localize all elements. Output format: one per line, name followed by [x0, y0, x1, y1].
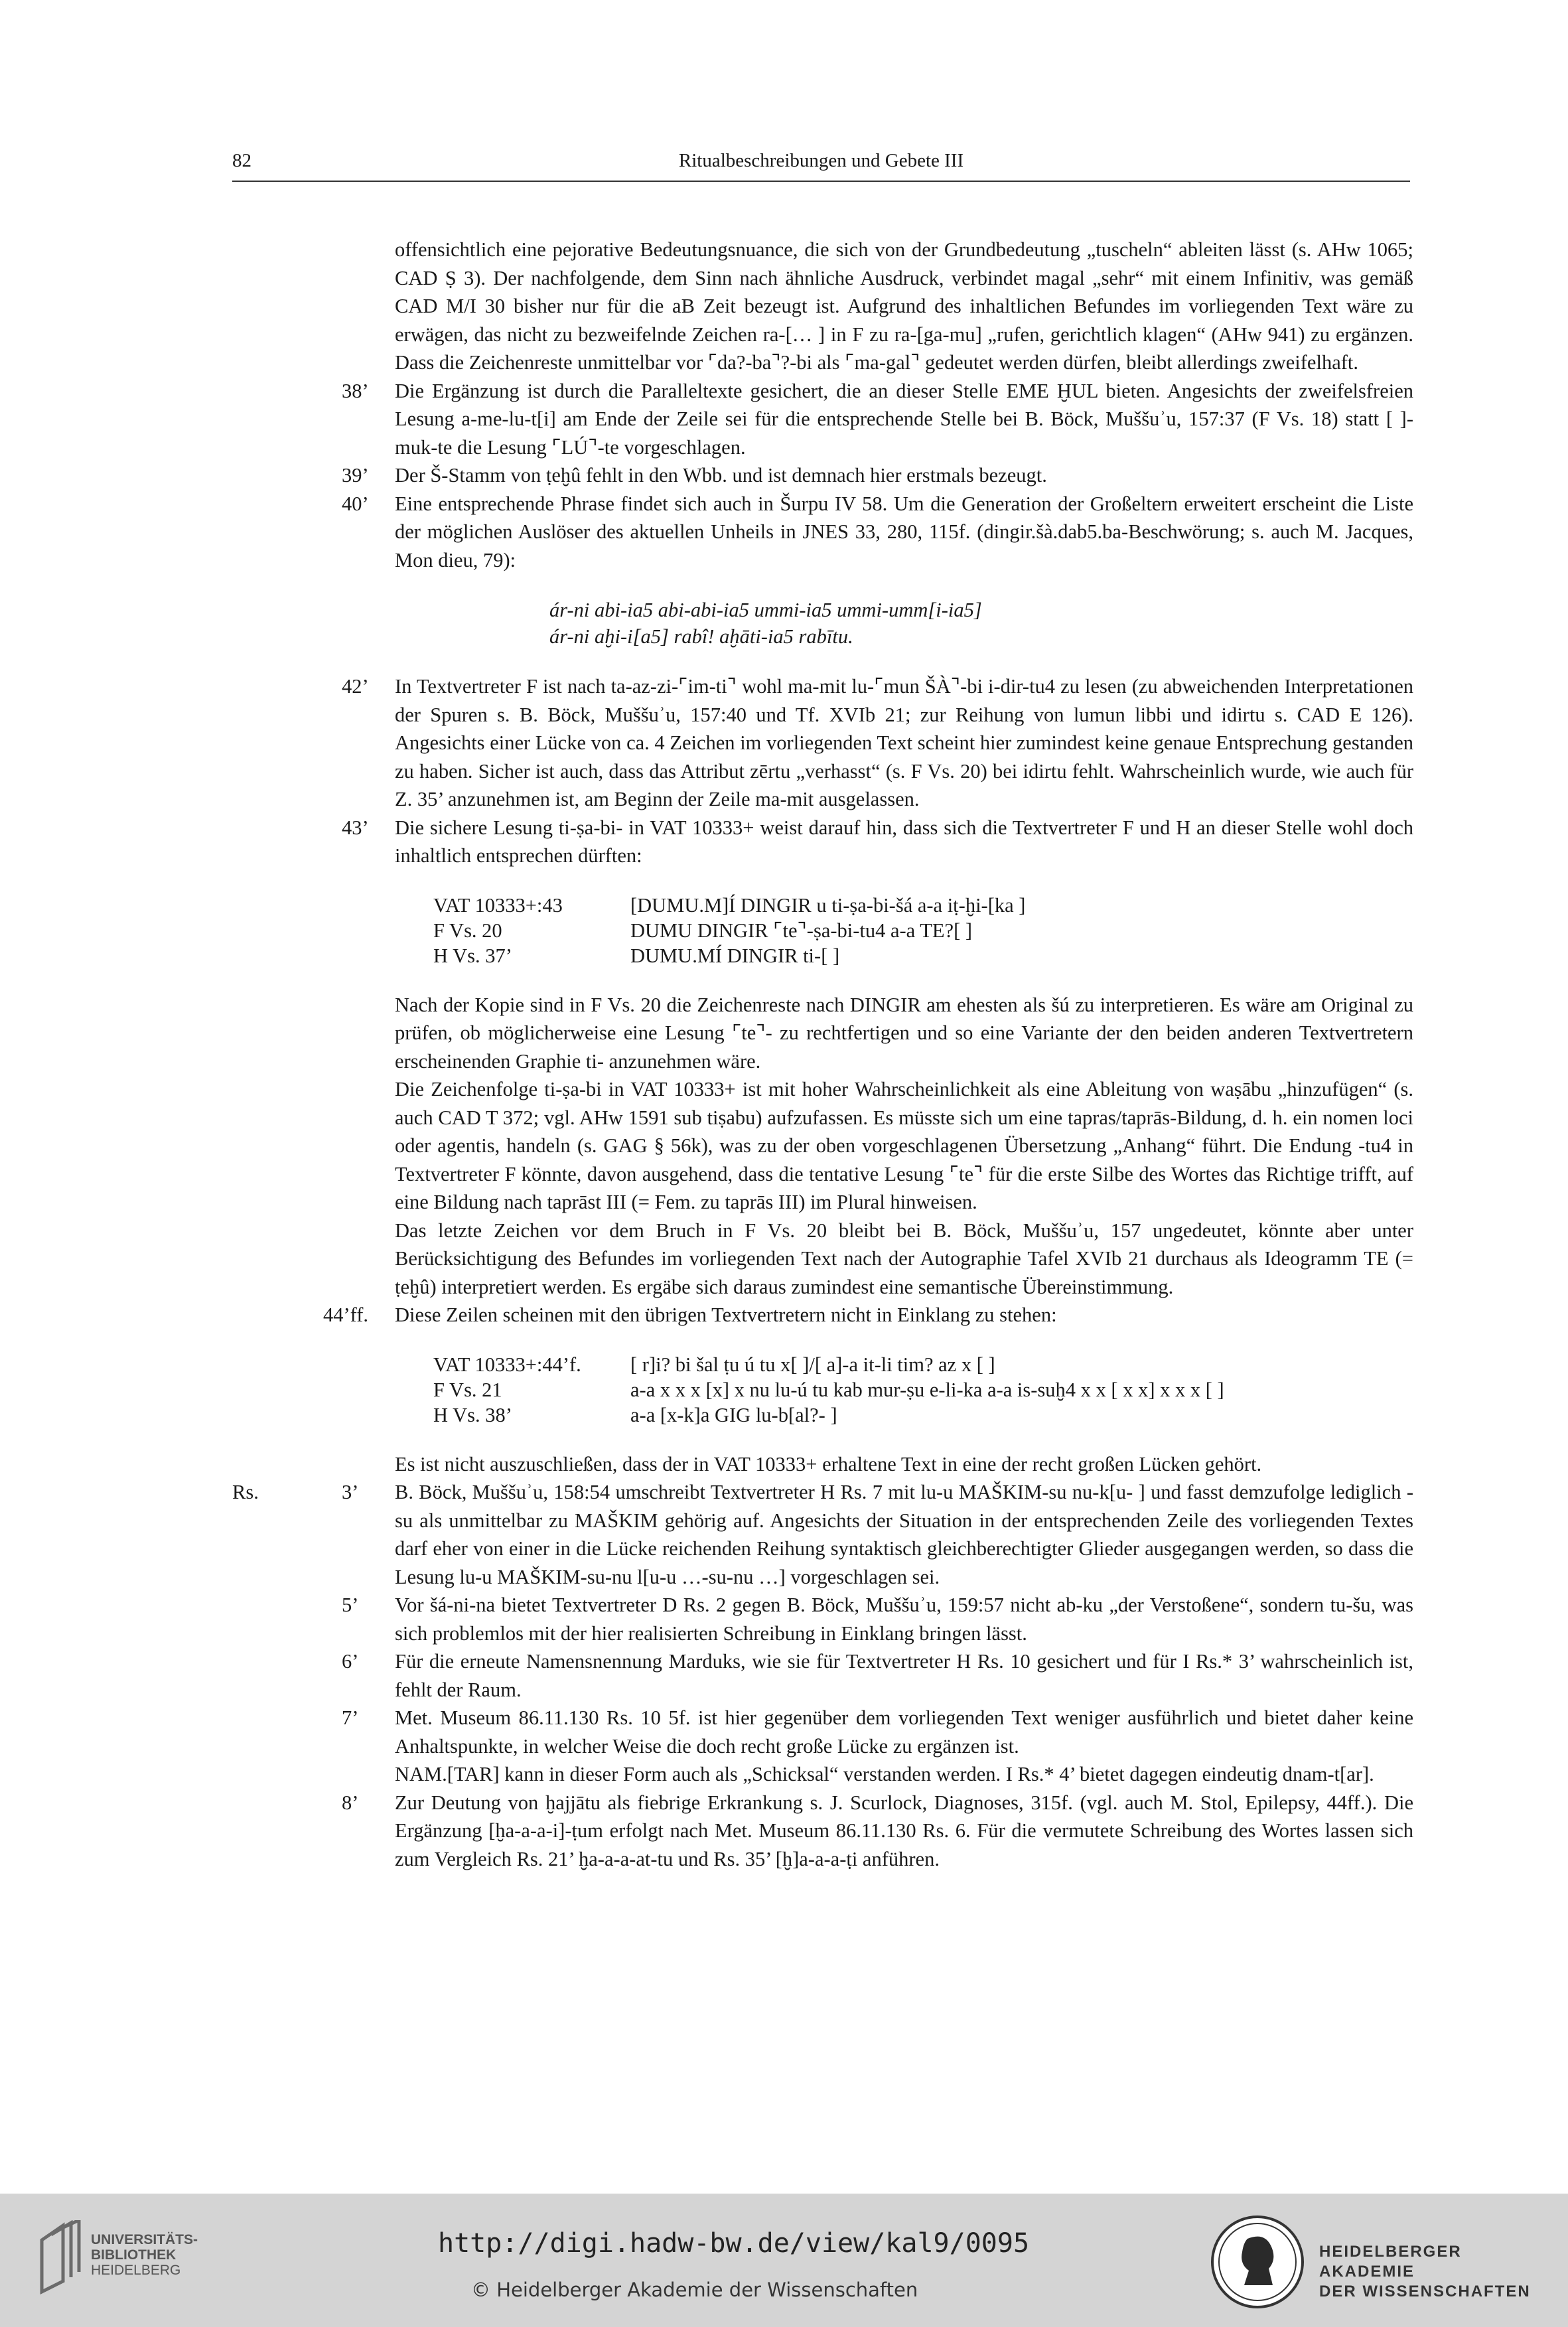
- note-text: Die Ergänzung ist durch die Paralleltexte gesichert, die an dieser Stelle EME ḪUL bieten. Angesichts der zweifelsfreien Lesung a-me-lu-t[i] am Ende der Zeile sei für die entsprechende Stelle bei B. Böck, Muššuʾu, 157:37 (F Vs. 18) statt [ ]-muk-te die Lesung ⌜LÚ⌝-te vorgeschlagen.: [395, 379, 1413, 459]
- parallel-table-43: [433, 893, 1025, 968]
- table-row: [433, 1402, 1224, 1428]
- library-logo: [36, 2220, 216, 2300]
- note-text: Eine entsprechende Phrase findet sich auch in Šurpu IV 58. Um die Generation der Großeltern erweitert erscheint die Liste der möglichen Auslöser des aktuellen Unheils in JNES 33, 280, 115f. (dingir.šà.dab5.ba-Beschwörung; s. auch M. Jacques, Mon dieu, 79):: [395, 492, 1413, 571]
- table-row: [433, 1352, 1224, 1377]
- line-number: 44’ff.: [323, 1304, 369, 1326]
- manuscript-text: a-a [x-k]a GIG lu-b[al?- ]: [630, 1403, 837, 1426]
- table-row: [433, 918, 1025, 943]
- line-number: 8’: [342, 1791, 359, 1814]
- parallel-table-44: [433, 1352, 1224, 1428]
- note-text: Die sichere Lesung ti-ṣa-bi- in VAT 10333+ weist darauf hin, dass sich die Textvertreter F und H an dieser Stelle wohl doch inhaltlich entsprechen dürften:: [395, 816, 1413, 867]
- note-rs-3: [232, 1478, 1413, 1591]
- permalink-url[interactable]: http://digi.hadw-bw.de/view/kal9/0095: [438, 2228, 1030, 2259]
- note-rs-6: [342, 1647, 1413, 1704]
- note-text: Diese Zeilen scheinen mit den übrigen Textvertretern nicht in Einklang zu stehen:: [395, 1304, 1057, 1326]
- note-text: B. Böck, Muššuʾu, 158:54 umschreibt Textvertreter H Rs. 7 mit lu-u MAŠKIM-su nu-k[u- ] und fasst demzufolge lediglich -su als unmittelbar zu MAŠKIM gehörig auf. Angesichts der Situation in der entsprechenden Zeile des vorliegenden Textes darf eher von einer in die Lücke reichenden Reihung syntaktisch gleichberechtigter Glieder ausgegangen werden, so dass die Lesung lu-u MAŠKIM-su-nu l[u-u …-su-nu …] vorgeschlagen sei.: [395, 1481, 1413, 1588]
- line-number: 5’: [342, 1594, 359, 1616]
- running-title: Ritualbeschreibungen und Gebete III: [678, 150, 964, 171]
- manuscript-siglum: F Vs. 21: [433, 1378, 502, 1401]
- paragraph-44b: Es ist nicht auszuschließen, dass der in VAT 10333+ erhaltene Text in eine der recht großen Lücken gehört.: [395, 1452, 1262, 1475]
- library-name-line: UNIVERSITÄTS-: [91, 2232, 198, 2247]
- commentary-body: [232, 236, 1413, 1873]
- line-number: 40’: [342, 492, 369, 515]
- note-rs-5: [342, 1591, 1413, 1647]
- academy-name-line: DER WISSENSCHAFTEN: [1319, 2283, 1531, 2300]
- paragraph-intro: offensichtlich eine pejorative Bedeutungsnuance, die sich von der Grundbedeutung „tuscheln“ ableiten lässt (s. AHw 1065; CAD Ṣ 3). Der nachfolgende, dem Sinn nach ähnliche Ausdruck, verbindet magal „sehr“ mit einem Infinitiv, was gemäß CAD M/I 30 bisher nur für die aB Zeit bezeugt ist. Aufgrund des inhaltlichen Befundes im vorliegenden Text wäre zu erwägen, das nicht zu bezweifelnde Zeichen ra-[… ] in F zu ra-[ga-mu] „rufen, gerichtlich klagen“ (AHw 941) zu ergänzen. Dass die Zeichenreste unmittelbar vor ⌜da?-ba⌝?-bi als ⌜ma-gal⌝ gedeutet werden dürfen, bleibt allerdings zweifelhaft.: [395, 238, 1413, 374]
- manuscript-text: DUMU DINGIR ⌜te⌝-ṣa-bi-tu4 a-a TE?[ ]: [630, 919, 973, 942]
- academy-emblem-icon: [1208, 2212, 1307, 2312]
- note-rs-8: [342, 1789, 1413, 1874]
- manuscript-siglum: VAT 10333+:43: [433, 893, 563, 917]
- line-number: 43’: [342, 816, 369, 839]
- note-43: [342, 814, 1413, 870]
- table-row: [433, 1377, 1224, 1402]
- paragraph-43d: Das letzte Zeichen vor dem Bruch in F Vs. 20 bleibt bei B. Böck, Muššuʾu, 157 ungedeutet, könnte aber unter Berücksichtigung des Befundes im vorliegenden Text nach der Autographie Tafel XVIb 21 durchaus als Ideogramm TE (= ṭeḫû) interpretiert werden. Es ergäbe sich daraus zumindest eine semantische Übereinstimmung.: [395, 1219, 1413, 1298]
- library-logo-icon: [36, 2220, 83, 2294]
- note-text: Vor šá-ni-na bietet Textvertreter D Rs. 2 gegen B. Böck, Muššuʾu, 159:57 nicht ab-ku „der Verstoßene“, sondern tu-šu, was sich problemlos mit der hier realisierten Schreibung in Einklang bringen lässt.: [395, 1594, 1413, 1645]
- note-text: Met. Museum 86.11.130 Rs. 10 5f. ist hier gegenüber dem vorliegenden Text weniger ausführlich und bietet daher keine Anhaltspunkte, in welcher Weise die doch recht große Lücke zu ergänzen ist.: [395, 1706, 1413, 1758]
- academy-name-line: HEIDELBERGER AKADEMIE: [1319, 2243, 1462, 2281]
- note-text: Für die erneute Namensnennung Marduks, wie sie für Textvertreter H Rs. 10 gesichert und für I Rs.* 3’ wahrscheinlich ist, fehlt der Raum.: [395, 1650, 1413, 1701]
- note-text: Zur Deutung von ḫajjātu als fiebrige Erkrankung s. J. Scurlock, Diagnoses, 315f. (vgl. auch M. Stol, Epilepsy, 44ff.). Die Ergänzung [ḫa-a-a-i]-ṭum erfolgt nach Met. Museum 86.11.130 Rs. 6. Für die vermutete Schreibung des Wortes lassen sich zum Vergleich Rs. 21’ ḫa-a-a-at-tu und Rs. 35’ [ḫ]a-a-a-ṭi anführen.: [395, 1791, 1413, 1870]
- manuscript-siglum: F Vs. 20: [433, 919, 502, 942]
- paragraph-43b: Nach der Kopie sind in F Vs. 20 die Zeichenreste nach DINGIR am ehesten als šú zu interpretieren. Es wäre am Original zu prüfen, ob möglicherweise eine Lesung ⌜te⌝- zu rechtfertigen und so eine Variante der den beiden anderen Textvertretern erscheinenden Graphie ti- anzunehmen wäre.: [395, 993, 1413, 1073]
- manuscript-text: a-a x x x [x] x nu lu-ú tu kab mur-ṣu e-li-ka a-a is-suḫ4 x x [ x x] x x x [ ]: [630, 1378, 1224, 1401]
- transliteration-line: ár-ni abi-ia5 abi-abi-ia5 ummi-ia5 ummi-umm[i-ia5]: [549, 599, 982, 621]
- line-number: 3’: [342, 1481, 359, 1503]
- table-row: [433, 893, 1025, 918]
- note-text: Der Š-Stamm von ṭeḫû fehlt in den Wbb. und ist demnach hier erstmals bezeugt.: [395, 464, 1047, 487]
- library-name: [91, 2232, 198, 2278]
- note-text: In Textvertreter F ist nach ta-az-zi-⌜im-ti⌝ wohl ma-mit lu-⌜mun ŠÀ⌝-bi i-dir-tu4 zu lesen (zu abweichenden Interpretationen der Spuren s. B. Böck, Muššuʾu, 157:40 und Tf. XVIb 21; zur Reihung von lumun libbi und idirtu s. CAD E 126). Angesichts einer Lücke von ca. 4 Zeichen im vorliegenden Text scheint hier zumindest keine genaue Entsprechung gestanden zu haben. Sicher ist auch, dass das Attribut zērtu „verhasst“ (s. F Vs. 20) bei idirtu fehlt. Wahrscheinlich wurde, wie auch für Z. 35’ anzunehmen ist, am Beginn der Zeile ma-mit ausgelassen.: [395, 675, 1413, 810]
- paragraph-rs-7b: NAM.[TAR] kann in dieser Form auch als „Schicksal“ verstanden werden. I Rs.* 4’ bietet dagegen eindeutig dnam-t[ar].: [395, 1763, 1374, 1785]
- table-row: [433, 943, 1025, 968]
- note-44: [323, 1301, 1413, 1329]
- manuscript-siglum: H Vs. 37’: [433, 944, 512, 967]
- note-39: [342, 461, 1413, 490]
- line-number: 7’: [342, 1706, 359, 1729]
- manuscript-siglum: VAT 10333+:44’f.: [433, 1353, 581, 1376]
- academy-name: [1319, 2242, 1553, 2302]
- note-rs-7: [342, 1704, 1413, 1760]
- library-name-line: HEIDELBERG: [91, 2263, 181, 2278]
- transliteration-line: ár-ni aḫi-i[a5] rabî! aḫāti-ia5 rabītu.: [549, 625, 853, 648]
- page-number: 82: [232, 150, 251, 171]
- reverse-label: Rs.: [232, 1481, 259, 1503]
- transliteration-block: [549, 597, 1413, 650]
- note-42: [342, 672, 1413, 814]
- manuscript-text: [ r]i? bi šal ṭu ú tu x[ ]/[ a]-a it-li tim? az x [ ]: [630, 1353, 995, 1376]
- note-40: [342, 490, 1413, 575]
- library-name-line: BIBLIOTHEK: [91, 2247, 177, 2263]
- copyright-notice: © Heidelberger Akademie der Wissenschaften: [471, 2279, 918, 2301]
- manuscript-text: [DUMU.M]Í DINGIR u ti-ṣa-bi-šá a-a iṭ-ḫi-[ka ]: [630, 893, 1026, 917]
- line-number: 39’: [342, 464, 369, 487]
- manuscript-text: DUMU.MÍ DINGIR ti-[ ]: [630, 944, 840, 967]
- digitization-footer: [0, 2194, 1568, 2327]
- running-header: [232, 147, 1410, 182]
- line-number: 6’: [342, 1650, 359, 1673]
- manuscript-siglum: H Vs. 38’: [433, 1403, 512, 1426]
- academy-logo: [1208, 2212, 1553, 2312]
- line-number: 38’: [342, 379, 369, 402]
- line-number: 42’: [342, 675, 369, 698]
- paragraph-43c: Die Zeichenfolge ti-ṣa-bi in VAT 10333+ ist mit hoher Wahrscheinlichkeit als eine Ableitung von waṣābu „hinzufügen“ (s. auch CAD T 372; vgl. AHw 1591 sub tiṣabu) aufzufassen. Es müsste sich um eine tapras/taprās-Bildung, d. h. ein nomen loci oder agentis, handeln (s. GAG § 56k), was zu der oben vorgeschlagenen Übersetzung „Anhang“ führt. Die Endung -tu4 in Textvertreter F könnte, davon ausgehend, dass die tentative Lesung ⌜te⌝ für die erste Silbe des Wortes das Richtige trifft, auf eine Bildung nach taprāst III (= Fem. zu taprās III) im Plural hinweisen.: [395, 1078, 1413, 1213]
- note-38: [342, 377, 1413, 462]
